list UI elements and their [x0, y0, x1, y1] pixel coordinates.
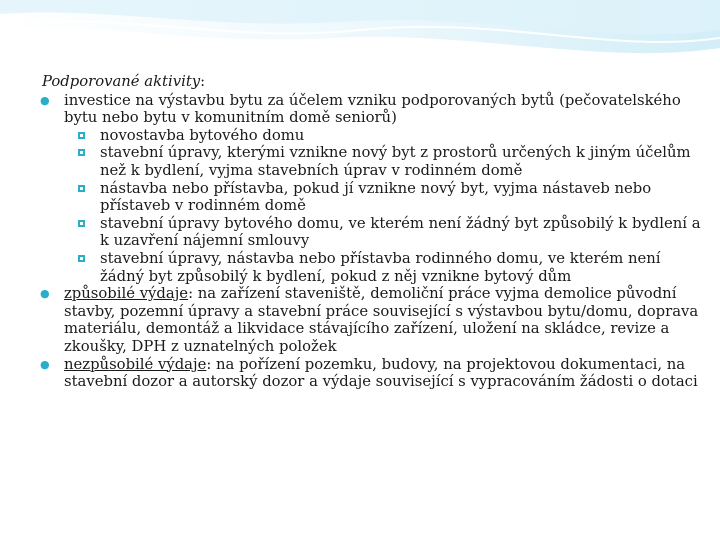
header-wave-decoration	[0, 0, 720, 70]
square-bullet-icon	[78, 220, 85, 227]
subitem-text: nástavba nebo přístavba, pokud jí vznikne nový byt, vyjma nástaveb nebo přístaveb v rodinném domě	[100, 179, 652, 215]
square-bullet-icon	[78, 185, 85, 192]
subitem-text: novostavba bytového domu	[100, 126, 305, 144]
heading-colon: :	[200, 73, 206, 90]
bullet-dot-icon: ●	[40, 93, 50, 107]
ineligible-expenses-text: : na pořízení pozemku, budovy, na projektovou dokumentaci, na stavební dozor a autorský dozor a výdaje související s vypracováním žádosti o dotaci	[64, 355, 698, 391]
subitem	[42, 250, 704, 285]
subitem	[42, 127, 704, 145]
subitem-text: stavební úpravy, nástavba nebo přístavba rodinného domu, ve kterém není žádný byt způsobilý k bydlení, pokud z něj vznikne bytový dům	[100, 249, 661, 285]
heading-label: Podporované aktivity	[42, 73, 201, 90]
bullet-ineligible-expenses	[42, 356, 704, 391]
subitem	[42, 180, 704, 215]
ineligible-expenses-label: nezpůsobilé výdaje	[64, 355, 207, 373]
bullet-dot-icon: ●	[40, 287, 50, 301]
square-bullet-icon	[78, 255, 85, 262]
slide-content	[42, 73, 704, 391]
subitem-text: stavební úpravy bytového domu, ve kterém není žádný byt způsobilý k bydlení a k uzavření nájemní smlouvy	[100, 214, 701, 250]
subitem	[42, 144, 704, 179]
bullet-eligible-expenses	[42, 285, 704, 355]
square-bullet-icon	[78, 132, 85, 139]
subitem-text: stavební úpravy, kterými vznikne nový byt z prostorů určených k jiným účelům než k bydlení, vyjma stavebních úprav v rodinném domě	[100, 144, 691, 179]
bullet-investment-text: investice na výstavbu bytu za účelem vzniku podporovaných bytů (pečovatelského bytu nebo bytu v komunitním domě seniorů)	[64, 91, 681, 127]
bullet-investment	[42, 92, 704, 127]
subitem	[42, 215, 704, 250]
bullet-dot-icon: ●	[40, 357, 50, 371]
eligible-expenses-label: způsobilé výdaje	[64, 285, 189, 303]
section-heading	[42, 73, 704, 91]
square-bullet-icon	[78, 149, 85, 156]
eligible-expenses-text: : na zařízení staveniště, demoliční práce vyjma demolice původní stavby, pozemní úpravy a stavební práce související s výstavbou bytu/domu, doprava materiálu, demontáž a likvidace stávajícího zařízení, uložení na skládce, revize a zkoušky, DPH z uznatelných položek	[64, 285, 699, 355]
